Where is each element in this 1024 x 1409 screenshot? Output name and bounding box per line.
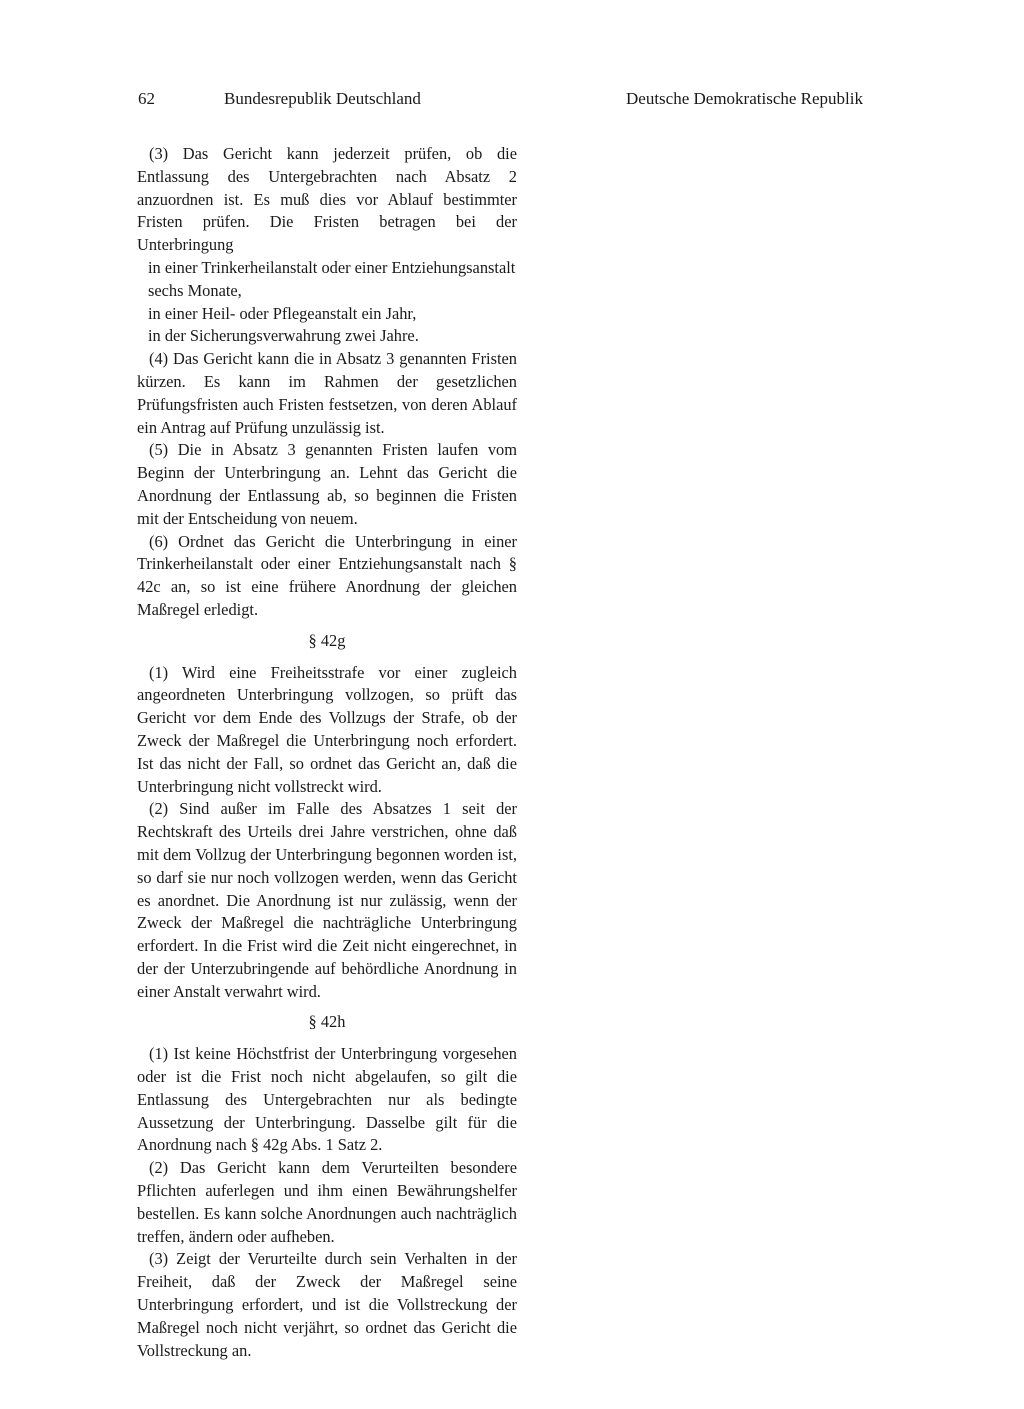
page-number: 62 xyxy=(138,89,155,108)
paragraph-42f-3: (3) Das Gericht kann jederzeit prüfen, ob die Entlassung des Untergebrachten nach Absatz 2 anzuordnen ist. Es muß dies vor Ablauf bestimmter Fristen prüfen. Die Fristen betragen bei der Unterbringung xyxy=(137,144,517,255)
list-item: in einer Trinkerheilanstalt oder einer Entziehungsanstalt sechs Monate, xyxy=(148,257,516,300)
left-column-text xyxy=(137,143,517,1362)
paragraph-42h-1: (1) Ist keine Höchstfrist der Unterbringung vorgesehen oder ist die Frist noch nicht abgelaufen, so gilt die Entlassung des Untergebrachten nur als bedingte Aussetzung der Unterbringung. Dasselbe gilt für die Anordnung nach § 42g Abs. 1 Satz 2. xyxy=(137,1044,517,1155)
deadline-list xyxy=(137,257,517,348)
running-header-right: Deutsche Demokratische Republik xyxy=(626,89,863,108)
paragraph-42h-2: (2) Das Gericht kann dem Verurteilten besondere Pflichten auferlegen und ihm einen Bewährungshelfer bestellen. Es kann solche Anordnungen auch nachträglich treffen, ändern oder aufheben. xyxy=(137,1158,517,1246)
paragraph-42f-5: (5) Die in Absatz 3 genannten Fristen laufen vom Beginn der Unterbringung an. Lehnt das Gericht die Anordnung der Entlassung ab, so beginnen die Fristen mit der Entscheidung von neuem. xyxy=(137,440,517,528)
list-item: in einer Heil- oder Pflegeanstalt ein Jahr, xyxy=(148,303,417,323)
paragraph-42g-1: (1) Wird eine Freiheitsstrafe vor einer zugleich angeordneten Unterbringung vollzogen, so prüft das Gericht vor dem Ende des Vollzugs der Strafe, ob der Zweck der Maßregel die Unterbringung noch erfordert. Ist das nicht der Fall, so ordnet das Gericht an, daß die Unterbringung nicht vollstreckt wird. xyxy=(137,662,517,796)
paragraph-42g-2: (2) Sind außer im Falle des Absatzes 1 seit der Rechtskraft des Urteils drei Jahre verstrichen, ohne daß mit dem Vollzug der Unterbringung begonnen worden ist, so darf sie nur noch vollzogen werden, wenn das Gericht es anordnet. Die Anordnung ist nur zulässig, wenn der Zweck der Maßregel die nachträgliche Unterbringung erfordert. In die Frist wird die Zeit nicht eingerechnet, in der der Unterzubringende auf behördliche Anordnung in einer Anstalt verwahrt wird. xyxy=(137,799,517,1001)
running-header-left: Bundesrepublik Deutschland xyxy=(224,89,421,108)
list-item: in der Sicherungsverwahrung zwei Jahre. xyxy=(148,326,419,346)
paragraph-42f-4: (4) Das Gericht kann die in Absatz 3 genannten Fristen kürzen. Es kann im Rahmen der gesetzlichen Prüfungsfristen auch Fristen festsetzen, von deren Ablauf ein Antrag auf Prüfung unzulässig ist. xyxy=(137,349,517,437)
section-heading-42h: § 42h xyxy=(308,1012,346,1032)
section-heading-42g: § 42g xyxy=(308,630,346,650)
paragraph-42f-6: (6) Ordnet das Gericht die Unterbringung in einer Trinkerheilanstalt oder einer Entziehungsanstalt nach § 42c an, so ist eine frühere Anordnung der gleichen Maßregel erledigt. xyxy=(137,531,517,619)
paragraph-42h-3: (3) Zeigt der Verurteilte durch sein Verhalten in der Freiheit, daß der Zweck der Maßregel seine Unterbringung erfordert, und ist die Vollstreckung der Maßregel noch nicht verjährt, so ordnet das Gericht die Vollstreckung an. xyxy=(137,1249,517,1360)
